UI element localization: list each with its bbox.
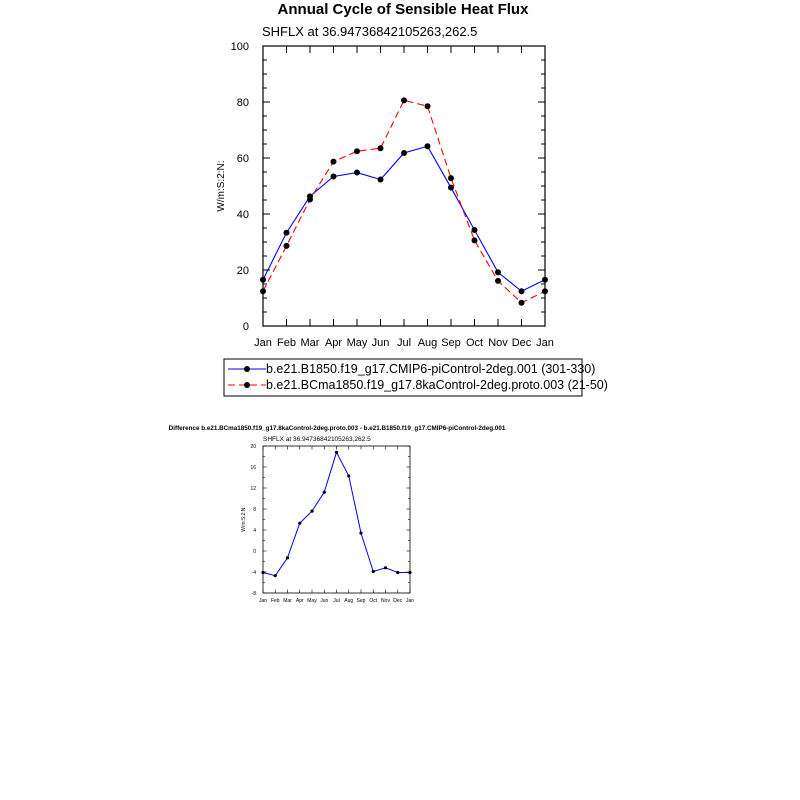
difference-series-layer — [261, 451, 411, 578]
diff-xtick-label: Jan — [258, 598, 268, 604]
diff-xtick-label: Nov — [381, 598, 390, 604]
diff-xtick-label: Jan — [405, 598, 415, 604]
main-ytick-label: 80 — [236, 97, 249, 109]
main-series-2-point — [401, 97, 407, 103]
legend-entry-1 — [228, 362, 595, 376]
main-series-2-point — [542, 288, 548, 294]
diff-ytick-label: -8 — [251, 590, 256, 597]
main-chart-subtitle: SHFLX at 36.94736842105263,262.5 — [262, 24, 478, 39]
diff-ytick-label: 0 — [253, 548, 256, 555]
main-series-1-point — [472, 227, 478, 233]
main-ytick-label: 100 — [230, 41, 249, 53]
main-xtick-label: Mar — [300, 337, 320, 349]
legend-marker-1 — [244, 366, 250, 372]
main-series-1-point — [519, 288, 525, 294]
diff-plot-frame — [263, 446, 410, 593]
diff-series-1-point — [372, 570, 375, 573]
main-series-1-point — [284, 230, 290, 236]
main-xtick-label: Jun — [371, 337, 390, 349]
main-series-2-point — [354, 148, 360, 154]
diff-series-1-point — [335, 451, 338, 454]
main-ytick-label: 60 — [236, 153, 249, 165]
main-series-1-point — [495, 269, 501, 275]
main-series-layer — [260, 97, 548, 305]
main-series-1-point — [378, 177, 384, 183]
diff-series-1-point — [323, 491, 326, 494]
main-xtick-label: Oct — [465, 337, 484, 349]
main-xtick-label: Aug — [417, 337, 438, 349]
diff-series-1-point — [274, 574, 277, 577]
main-series-1-point — [448, 185, 454, 191]
diff-ytick-label: 20 — [250, 443, 256, 450]
main-series-line-1 — [263, 146, 545, 291]
difference-ytick-labels — [250, 444, 256, 597]
diff-xtick-label: Sep — [356, 598, 366, 604]
diff-xtick-label: Apr — [295, 598, 304, 604]
main-series-2-point — [260, 288, 266, 294]
diff-xtick-label: Feb — [270, 598, 280, 604]
diff-xtick-label: May — [307, 598, 317, 604]
legend-marker-2 — [244, 382, 250, 388]
main-series-1-point — [542, 277, 548, 283]
legend-entry-2 — [228, 378, 608, 392]
main-series-2-point — [448, 175, 454, 181]
main-series-1-point — [331, 173, 337, 179]
main-ytick-label: 0 — [242, 321, 249, 333]
main-xtick-label: Jan — [536, 337, 554, 349]
main-series-1-point — [260, 277, 266, 283]
difference-chart-subtitle: SHFLX at 36.94736842105263,262.5 — [263, 436, 371, 443]
main-xtick-label: Apr — [324, 337, 343, 349]
main-series-2-point — [425, 103, 431, 109]
diff-xtick-label: Dec — [393, 598, 403, 604]
diff-series-1-point — [261, 571, 264, 574]
main-ytick-label: 40 — [236, 209, 249, 221]
legend — [224, 359, 608, 396]
main-xtick-label: Jan — [254, 337, 272, 349]
difference-chart-title: Difference b.e21.BCma1850.f19_g17.8kaControl-2deg.proto.003 - b.e21.B1850.f19_g17.CMIP6-piControl-2deg.001 — [168, 425, 506, 432]
diff-series-1-point — [347, 474, 350, 477]
main-xtick-label: Nov — [488, 337, 508, 349]
difference-axes — [263, 446, 410, 593]
diff-xtick-label: Jun — [320, 598, 329, 604]
diff-ytick-label: -4 — [251, 569, 256, 576]
diff-series-1-point — [310, 510, 313, 513]
main-series-2-point — [331, 159, 337, 165]
diff-series-1-point — [384, 566, 387, 569]
main-ytick-labels — [231, 41, 249, 333]
diff-ytick-label: 12 — [250, 485, 256, 492]
main-series-2-point — [378, 145, 384, 151]
diff-series-line-1 — [263, 452, 410, 575]
main-plot-frame — [263, 46, 545, 326]
diff-series-1-point — [359, 532, 362, 535]
main-series-1-point — [354, 170, 360, 176]
main-chart-title: Annual Cycle of Sensible Heat Flux — [277, 1, 529, 18]
diff-series-1-point — [396, 571, 399, 574]
diff-series-1-point — [408, 571, 411, 574]
main-series-2-point — [307, 196, 313, 202]
diff-xtick-label: Oct — [369, 598, 378, 604]
main-series-1-point — [401, 150, 407, 156]
main-series-2-point — [495, 278, 501, 284]
difference-chart-ylabel: W/m:S:2:N: — [241, 506, 247, 532]
diff-series-1-point — [298, 522, 301, 525]
main-axes — [263, 46, 545, 326]
main-series-1-point — [425, 143, 431, 149]
main-xtick-label: Feb — [277, 337, 296, 349]
legend-label-2: b.e21.BCma1850.f19_g17.8kaControl-2deg.proto.003 (21-50) — [266, 378, 608, 392]
main-series-2-point — [519, 300, 525, 306]
main-xtick-label: May — [346, 337, 368, 349]
main-series-line-2 — [263, 100, 545, 302]
difference-xtick-labels — [259, 598, 414, 604]
main-chart — [216, 1, 554, 349]
diff-ytick-label: 16 — [250, 464, 256, 471]
difference-chart — [169, 425, 506, 604]
diff-ytick-label: 8 — [253, 506, 256, 513]
diff-xtick-label: Mar — [283, 598, 292, 604]
main-xtick-label: Dec — [511, 337, 532, 349]
main-series-2-point — [284, 243, 290, 249]
main-ytick-label: 20 — [236, 265, 249, 277]
diff-xtick-label: Aug — [344, 598, 354, 604]
main-series-2-point — [472, 237, 478, 243]
diff-xtick-label: Jul — [333, 598, 340, 604]
main-xtick-labels — [254, 337, 554, 349]
main-xtick-label: Sep — [441, 337, 461, 349]
main-xtick-label: Jul — [396, 337, 412, 349]
legend-label-1: b.e21.B1850.f19_g17.CMIP6-piControl-2deg.001 (301-330) — [266, 362, 596, 376]
diff-ytick-label: 4 — [253, 527, 256, 534]
main-chart-ylabel: W/m:S:2:N: — [216, 160, 227, 212]
diff-series-1-point — [286, 556, 289, 559]
